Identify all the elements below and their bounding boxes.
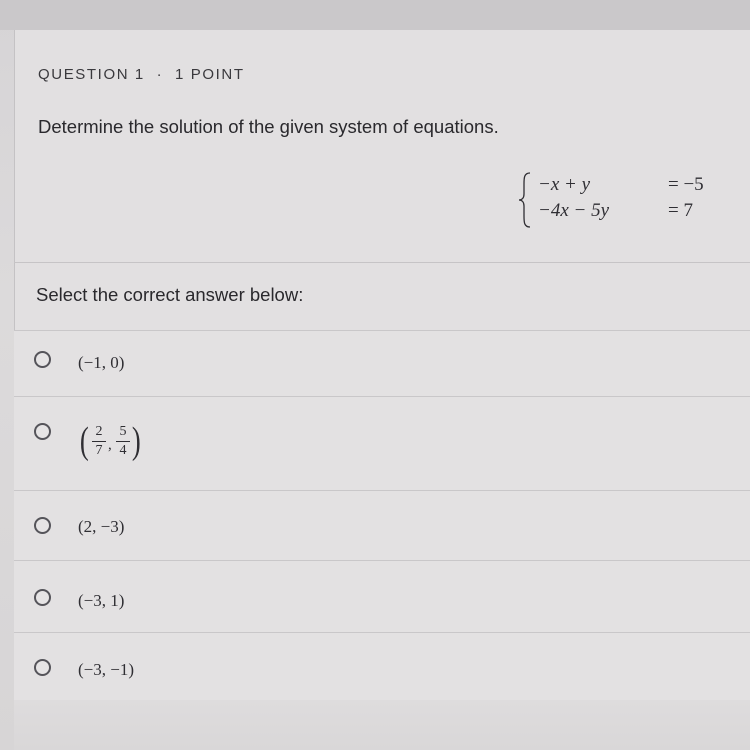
- answer-option-4[interactable]: [14, 560, 750, 633]
- fraction-b-numerator: 5: [116, 424, 130, 442]
- equation-row-2: [538, 200, 728, 226]
- answer-prompt: Select the correct answer below:: [36, 284, 304, 305]
- answer-option-2-fraction: [78, 421, 168, 465]
- question-number: QUESTION 1: [38, 66, 145, 83]
- fraction-b-denominator: 4: [119, 443, 127, 458]
- answer-option-5[interactable]: [14, 632, 750, 701]
- answer-option-1[interactable]: [14, 330, 750, 397]
- left-brace-icon: [518, 172, 532, 228]
- fraction-a-denominator: 7: [95, 443, 103, 458]
- section-divider: [14, 262, 750, 263]
- answer-option-4-text: (−3, 1): [78, 591, 125, 610]
- equation-2-rhs: = 7: [668, 200, 693, 221]
- fraction-comma: ,: [108, 437, 112, 453]
- answer-option-1-text: (−1, 0): [78, 353, 125, 372]
- fraction-b: [116, 424, 130, 459]
- fraction-a-numerator: 2: [92, 424, 106, 442]
- answer-option-5-text: (−3, −1): [78, 660, 134, 679]
- answer-option-3[interactable]: [14, 490, 750, 561]
- answer-option-2[interactable]: [14, 396, 750, 491]
- header-separator: ·: [156, 66, 164, 83]
- open-paren: (: [79, 420, 89, 462]
- radio-button-icon[interactable]: [34, 423, 51, 440]
- question-header: [38, 66, 245, 83]
- radio-button-icon[interactable]: [34, 351, 51, 368]
- top-strip: [0, 0, 750, 30]
- radio-button-icon[interactable]: [34, 589, 51, 606]
- card-bottom: [14, 700, 750, 750]
- equation-1-rhs: = −5: [668, 174, 704, 195]
- answer-option-3-text: (2, −3): [78, 517, 125, 536]
- radio-button-icon[interactable]: [34, 659, 51, 676]
- equation-system: [518, 172, 728, 232]
- radio-button-icon[interactable]: [34, 517, 51, 534]
- question-prompt: Determine the solution of the given system of equations.: [38, 116, 499, 137]
- equation-1-lhs: −x + y: [538, 174, 591, 195]
- equation-2-lhs: −4x − 5y: [538, 200, 610, 221]
- fraction-a: [92, 424, 106, 459]
- equation-row-1: [538, 174, 728, 200]
- close-paren: ): [131, 420, 141, 462]
- question-points: 1 POINT: [175, 66, 245, 83]
